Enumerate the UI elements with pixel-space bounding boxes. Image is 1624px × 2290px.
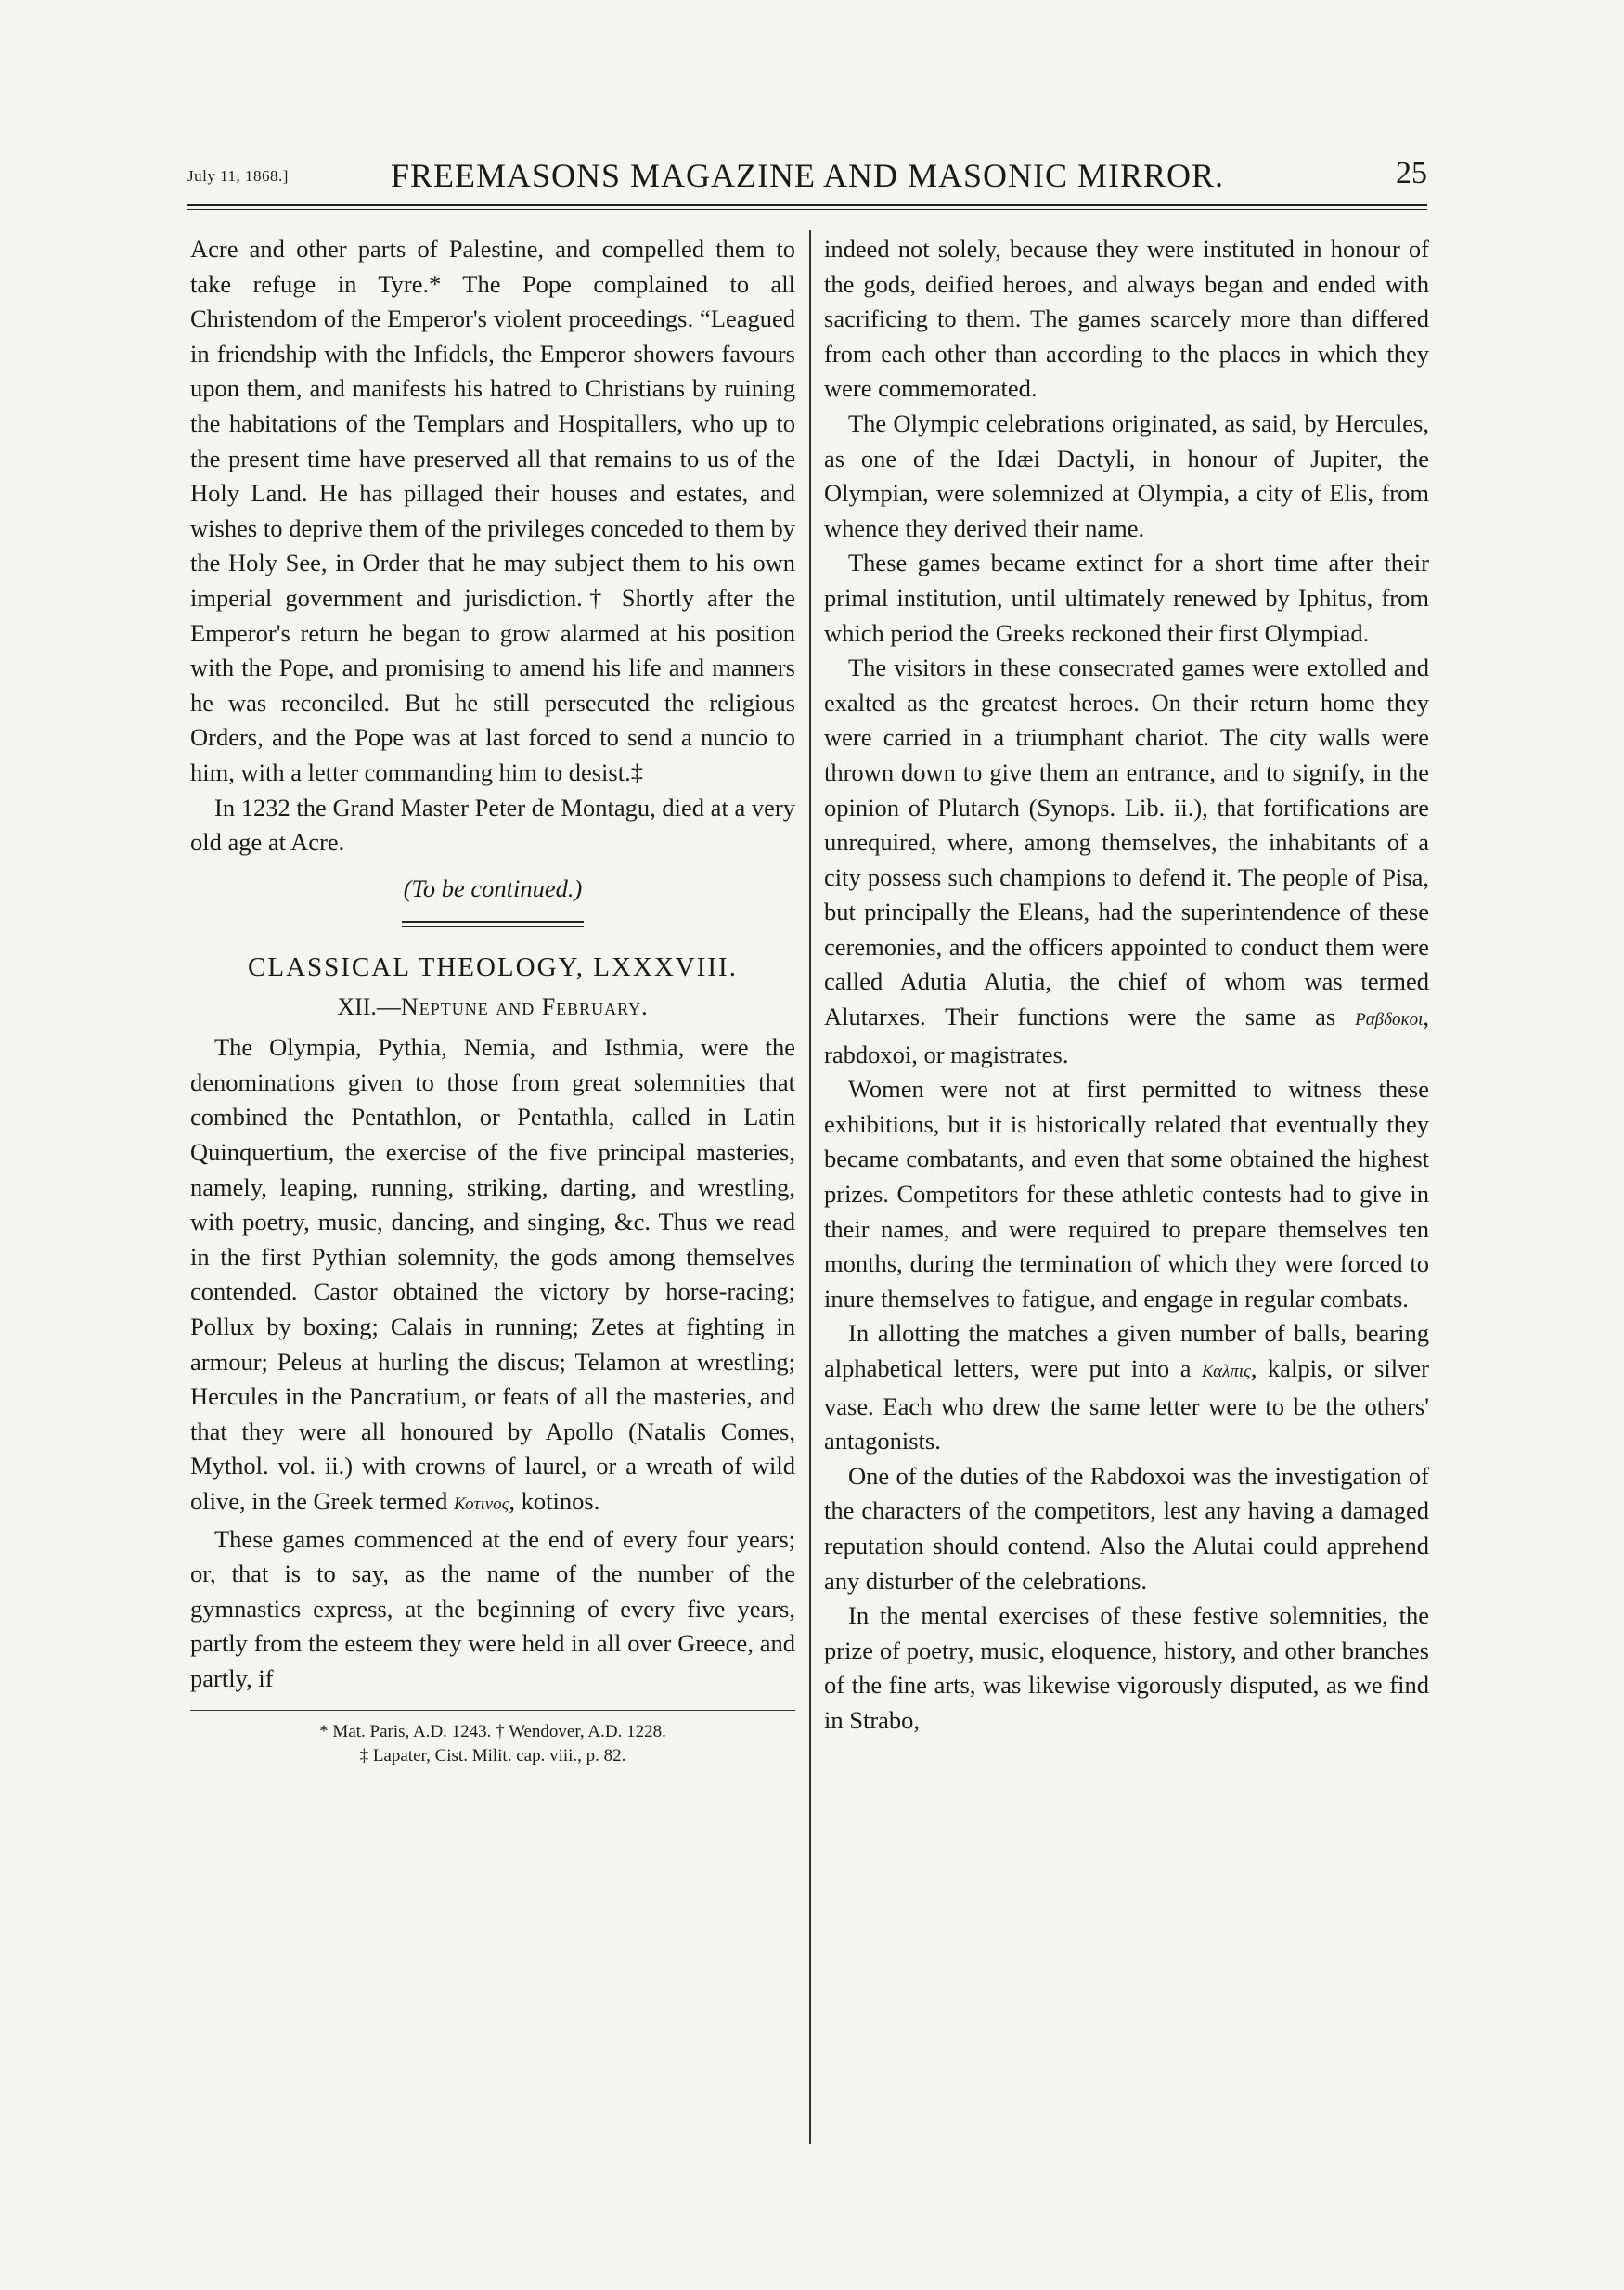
left-paragraph-2: In 1232 the Grand Master Peter de Montagu, died at a very old age at Acre. bbox=[190, 793, 795, 857]
header-rule bbox=[187, 204, 1427, 210]
subheading-title: Neptune and February. bbox=[400, 993, 649, 1021]
right-paragraph-6-text: In allotting the matches a given number of balls, bearing alphabetical letters, were put into a bbox=[824, 1319, 1429, 1382]
left-paragraph-1: Acre and other parts of Palestine, and compelled them to take refuge in Tyre.* The Pope complained to all Christendom of the Emperor's violent proceedings. “Leagued in friendship with the Infidels, the Emperor showers favours upon them, and manifests his hatred to Christians by ruining the habitations of the Templars and Hospitallers, who up to the present time have preserved all that remains to us of the Holy Land. He has pillaged their houses and estates, and wishes to deprive them of the privileges conceded to them by the Holy See, in Order that he may subject them to his own imperial government and jurisdiction.† Shortly after the Emperor's return he began to grow alarmed at his position with the Pope, and promising to amend his life and manners he was reconciled. But he still persecuted the religious Orders, and the Pope was at last forced to send a nuncio to him, with a letter commanding him to desist.‡ bbox=[190, 235, 795, 786]
right-paragraph-2: The Olympic celebrations originated, as said, by Hercules, as one of the Idæi Dactyli, in honour of Jupiter, the Olympian, were solemnized at Olympia, a city of Elis, from whence they derived their name. bbox=[824, 408, 1429, 542]
left-paragraph-3 bbox=[190, 1030, 795, 1521]
right-paragraph-5: Women were not at first permitted to witness these exhibitions, but it is historically related that eventually they became combatants, and even that some obtained the highest prizes. Competitors for these athletic contests had to give in their names, and were required to prepare themselves ten months, during the termination of which they were forced to inure themselves to fatigue, and engage in regular combats. bbox=[824, 1075, 1429, 1313]
page-header bbox=[187, 156, 1427, 197]
column-divider bbox=[809, 230, 811, 2144]
right-paragraph-6-end: , kalpis, or silver vase. Each who drew the same letter were to be the others' antagonists. bbox=[824, 1354, 1429, 1456]
footnote-2: ‡ Lapater, Cist. Milit. cap. viii., p. 82. bbox=[359, 1745, 626, 1766]
right-paragraph-4 bbox=[824, 651, 1429, 1072]
publication-title: FREEMASONS MAGAZINE AND MASONIC MIRROR. bbox=[390, 157, 1225, 194]
right-paragraph-4-end: , rabdoxoi, or magistrates. bbox=[824, 1003, 1429, 1068]
greek-word-kotinos: Κοτινος bbox=[454, 1494, 509, 1514]
right-paragraph-4-text: The visitors in these consecrated games were extolled and exalted as the greatest heroes. On their return home they were carried in a triumphant chariot. The city walls were thrown down to give them an entrance, and to signify, in the opinion of Plutarch (Synops. Lib. ii.), that fortifications are unrequired, where, among themselves, the inhabitants of a city possess such champions to defend it. The people of Pisa, but principally the Eleans, had the superintendence of these ceremonies, and the officers appointed to conduct them were called Adutia Alutia, the chief of whom was termed Alutarxes. Their functions were the same as bbox=[824, 653, 1429, 1031]
left-paragraph-4: These games commenced at the end of every four years; or, that is to say, as the name of the number of the gymnastics express, at the beginning of every five years, partly from the esteem they were held in all over Greece, and partly, if bbox=[190, 1524, 795, 1692]
right-paragraph-1: indeed not solely, because they were instituted in honour of the gods, deified heroes, and always began and ended with sacrificing to them. The games scarcely more than differed from each other than according to the places in which they were commemorated. bbox=[824, 235, 1429, 403]
to-be-continued: (To be continued.) bbox=[403, 873, 583, 902]
section-separator bbox=[190, 915, 795, 938]
subheading-numeral: XII.— bbox=[337, 993, 401, 1021]
article-subheading bbox=[190, 990, 795, 1025]
footnote-rule bbox=[190, 1710, 795, 1711]
right-paragraph-6 bbox=[824, 1316, 1429, 1458]
right-paragraph-3: These games became extinct for a short time after their primal institution, until ultimately renewed by Iphitus, from which period the Greeks reckoned their first Olympiad. bbox=[824, 549, 1429, 647]
issue-date: July 11, 1868.] bbox=[187, 167, 289, 185]
right-paragraph-8: In the mental exercises of these festive solemnities, the prize of poetry, music, eloquence, history, and other branches of the fine arts, was likewise vigorously disputed, as we find in Strabo, bbox=[824, 1601, 1429, 1734]
greek-word-kalpis: Καλπις bbox=[1202, 1362, 1251, 1381]
right-column bbox=[824, 232, 1429, 1739]
footnote-1: * Mat. Paris, A.D. 1243. † Wendover, A.D. 1228. bbox=[319, 1721, 666, 1741]
left-column bbox=[190, 232, 795, 1768]
page-number: 25 bbox=[1396, 156, 1427, 190]
left-paragraph-3-text: The Olympia, Pythia, Nemia, and Isthmia, were the denominations given to those from great solemnities that combined the Pentathlon, or Pentathla, called in Latin Quinquertium, the exercise of the five principal masteries, namely, leaping, running, striking, darting, and wrestling, with poetry, music, dancing, and singing, &c. Thus we read in the first Pythian solemnity, the gods among themselves contended. Castor obtained the victory by horse-racing; Pollux by boxing; Calais in running; Zetes at fighting in armour; Peleus at hurling the discus; Telamon at wrestling; Hercules in the Pancratium, or feats of all the masteries, and that they were all honoured by Apollo (Natalis Comes, Mythol. vol. ii.) with crowns of laurel, or a wreath of wild olive, in the Greek termed bbox=[190, 1033, 795, 1515]
left-paragraph-3-end: , kotinos. bbox=[509, 1487, 600, 1515]
greek-word-rabdoxoi: Ραβδοκοι bbox=[1355, 1010, 1424, 1030]
right-paragraph-7: One of the duties of the Rabdoxoi was the investigation of the characters of the competitors, lest any having a damaged reputation should contend. Also the Alutai could apprehend any disturber of the celebrations. bbox=[824, 1461, 1429, 1595]
article-heading: CLASSICAL THEOLOGY, LXXXVIII. bbox=[248, 952, 738, 983]
